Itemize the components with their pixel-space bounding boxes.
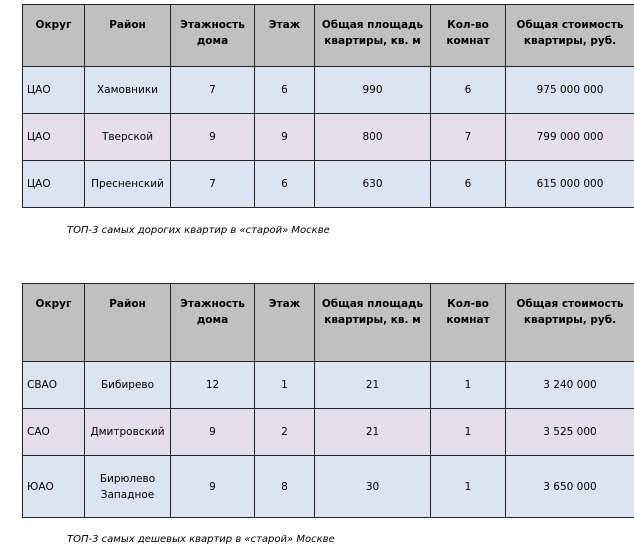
header-area: Общая площадь квартиры, кв. м: [315, 5, 431, 67]
table-row: [23, 161, 634, 208]
header-okrug: Округ: [23, 5, 85, 67]
cell-rayon: Тверской: [85, 114, 171, 161]
table-row: [23, 456, 634, 518]
cell-area: 30: [315, 456, 431, 518]
cell-okrug: ЦАО: [23, 67, 85, 114]
cell-rooms: 1: [431, 456, 506, 518]
cell-area: 21: [315, 409, 431, 456]
cell-area: 630: [315, 161, 431, 208]
cell-area: 800: [315, 114, 431, 161]
header-rooms: Кол-во комнат: [431, 5, 506, 67]
table-header-row: [23, 5, 634, 67]
cell-price: 3 525 000: [506, 409, 634, 456]
header-floors: Этажность дома: [171, 5, 255, 67]
cell-floor: 6: [255, 161, 315, 208]
cell-rooms: 1: [431, 409, 506, 456]
table-row: [23, 362, 634, 409]
cell-rayon: Хамовники: [85, 67, 171, 114]
cell-floors: 7: [171, 161, 255, 208]
cell-price: 799 000 000: [506, 114, 634, 161]
cell-floors: 12: [171, 362, 255, 409]
table-row: [23, 114, 634, 161]
cell-rooms: 1: [431, 362, 506, 409]
cell-okrug: САО: [23, 409, 85, 456]
cell-rayon: Бирюлево Западное: [85, 456, 171, 518]
cell-rayon: Пресненский: [85, 161, 171, 208]
cell-price: 615 000 000: [506, 161, 634, 208]
cell-floors: 7: [171, 67, 255, 114]
cell-price: 3 650 000: [506, 456, 634, 518]
cell-floors: 9: [171, 409, 255, 456]
header-floors: Этажность дома: [171, 284, 255, 362]
header-rayon: Район: [85, 284, 171, 362]
header-rooms: Кол-во комнат: [431, 284, 506, 362]
cell-area: 990: [315, 67, 431, 114]
header-floor: Этаж: [255, 284, 315, 362]
cell-okrug: ЦАО: [23, 161, 85, 208]
table-caption: ТОП-3 самых дорогих квартир в «старой» Москве: [67, 225, 330, 236]
cell-rayon: Бибирево: [85, 362, 171, 409]
cell-floor: 2: [255, 409, 315, 456]
cell-floor: 1: [255, 362, 315, 409]
header-price: Общая стоимость квартиры, руб.: [506, 5, 634, 67]
header-okrug: Округ: [23, 284, 85, 362]
cell-floors: 9: [171, 114, 255, 161]
cell-okrug: СВАО: [23, 362, 85, 409]
cell-price: 975 000 000: [506, 67, 634, 114]
table-header-row: [23, 284, 634, 362]
cell-floors: 9: [171, 456, 255, 518]
table-row: [23, 409, 634, 456]
header-price: Общая стоимость квартиры, руб.: [506, 284, 634, 362]
cell-area: 21: [315, 362, 431, 409]
header-area: Общая площадь квартиры, кв. м: [315, 284, 431, 362]
cell-rayon: Дмитровский: [85, 409, 171, 456]
cell-rooms: 6: [431, 161, 506, 208]
cell-price: 3 240 000: [506, 362, 634, 409]
cell-rooms: 6: [431, 67, 506, 114]
cell-okrug: ЦАО: [23, 114, 85, 161]
table-caption: ТОП-3 самых дешевых квартир в «старой» Москве: [67, 534, 335, 545]
header-rayon: Район: [85, 5, 171, 67]
cell-floor: 9: [255, 114, 315, 161]
cell-okrug: ЮАО: [23, 456, 85, 518]
most-expensive-table: [22, 4, 634, 208]
cell-rooms: 7: [431, 114, 506, 161]
table-row: [23, 67, 634, 114]
cheapest-table: [22, 283, 634, 518]
cell-floor: 6: [255, 67, 315, 114]
header-floor: Этаж: [255, 5, 315, 67]
cell-floor: 8: [255, 456, 315, 518]
